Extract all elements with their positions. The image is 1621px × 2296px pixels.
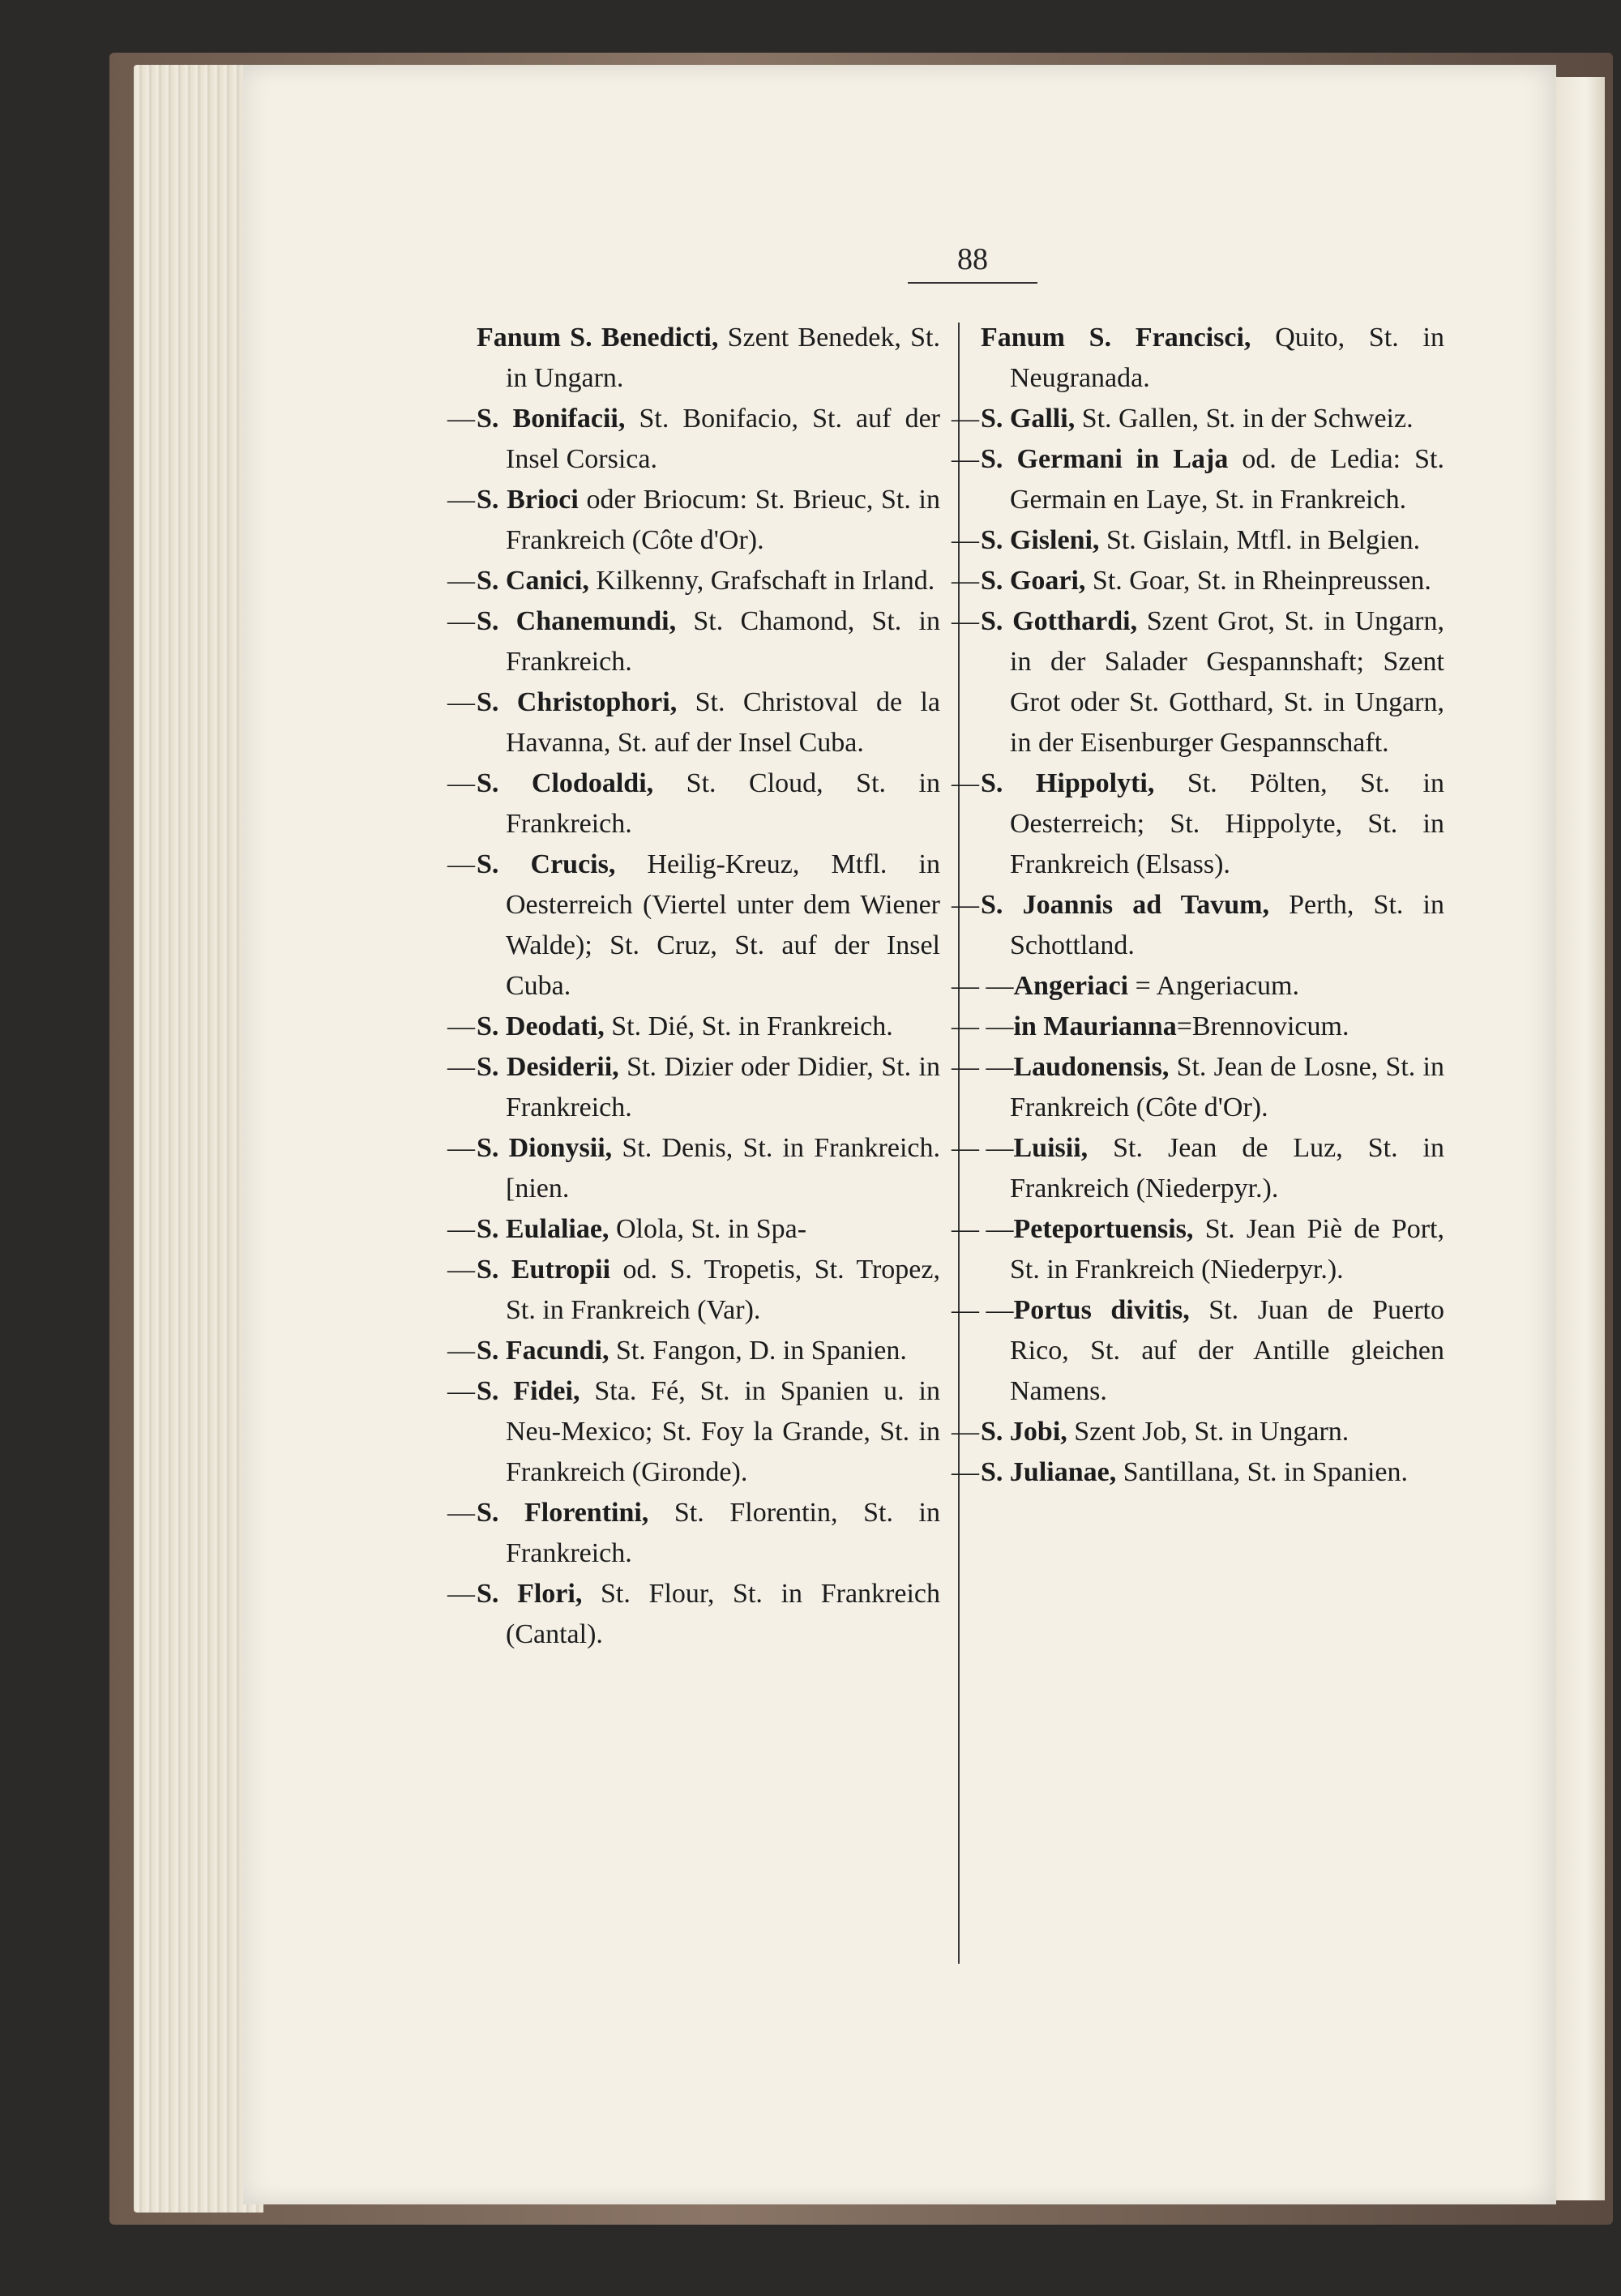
entry-description: Szent Benedek, St. in Ungarn. [506, 323, 940, 393]
index-entry [981, 520, 1444, 561]
entry-headword: Peteportuensis, [1013, 1214, 1194, 1244]
left-column [477, 318, 940, 1655]
entry-description: St. Jean de Losne, St. in Frankreich (Côte d'Or). [1010, 1052, 1444, 1122]
entry-headword: S. Fidei, [477, 1376, 580, 1406]
entry-description: Santillana, St. in Spanien. [1116, 1457, 1409, 1487]
index-entry [477, 682, 940, 763]
entry-description: St. Gallen, St. in der Schweiz. [1075, 404, 1414, 434]
entry-headword: S. Crucis, [477, 849, 616, 879]
index-entry [981, 1452, 1444, 1493]
entry-headword: S. Jobi, [981, 1417, 1067, 1447]
entry-headword: S. Florentini, [477, 1498, 649, 1528]
entry-headword: S. Canici, [477, 566, 589, 596]
entry-headword: Portus divitis, [1013, 1295, 1190, 1325]
index-entry [952, 1047, 1444, 1128]
index-entry [477, 480, 940, 561]
entry-headword: S. Flori, [477, 1579, 583, 1609]
index-entry [477, 1331, 940, 1371]
entry-headword: Laudonensis, [1013, 1052, 1170, 1082]
entry-description: St. Jean Piè de Port, St. in Frankreich (Niederpyr.). [1010, 1214, 1444, 1285]
entry-dash: — — [952, 1052, 1014, 1082]
entry-description: St. Gislain, Mtfl. in Belgien. [1099, 525, 1421, 555]
index-entry [981, 885, 1444, 966]
index-entry [477, 1574, 940, 1655]
entry-description: Perth, St. in Schottland. [1010, 890, 1444, 960]
index-entry [477, 1250, 940, 1331]
entry-description: St. Dizier oder Didier, St. in Frankreich. [506, 1052, 940, 1122]
index-entry [981, 318, 1444, 399]
page-number: 88 [908, 242, 1037, 284]
entry-dash: — — [952, 1011, 1014, 1041]
index-entry [981, 601, 1444, 763]
index-entry [477, 318, 940, 399]
index-entry [477, 1371, 940, 1493]
entry-headword: S. Chanemundi, [477, 606, 677, 636]
index-entry [981, 763, 1444, 885]
entry-description: St. Fangon, D. in Spanien. [609, 1336, 907, 1366]
index-entry [477, 1209, 940, 1250]
entry-headword: S. Bonifacii, [477, 404, 626, 434]
right-column [952, 318, 1445, 1493]
entry-headword: S. Julianae, [981, 1457, 1117, 1487]
entry-headword: S. Facundi, [477, 1336, 609, 1366]
entry-description: od. de Ledia: St. Germain en Laye, St. in Frankreich. [1010, 444, 1444, 515]
entry-description: Olola, St. in Spa- [609, 1214, 807, 1244]
entry-headword: S. Hippolyti, [981, 768, 1155, 798]
entry-headword: Fanum S. Francisci, [981, 323, 1251, 353]
entry-headword: Luisii, [1013, 1133, 1089, 1163]
entry-description: St. Jean de Luz, St. in Frankreich (Niederpyr.). [1010, 1133, 1444, 1204]
entry-description: od. S. Tropetis, St. Tropez, St. in Frankreich (Var). [506, 1255, 940, 1325]
index-entry [952, 1290, 1445, 1412]
index-entry [981, 399, 1444, 439]
index-entry [477, 561, 940, 601]
index-entry [477, 1128, 940, 1209]
index-entry [477, 601, 940, 682]
entry-description: =Brennovicum. [1176, 1011, 1349, 1041]
index-entry [981, 439, 1444, 520]
index-entry [477, 399, 940, 480]
index-entry [952, 1007, 1444, 1047]
index-entry [477, 1493, 940, 1574]
entry-description: St. Chamond, St. in Frankreich. [506, 606, 940, 677]
index-entry [981, 561, 1444, 601]
index-entry [477, 1007, 940, 1047]
entry-headword: S. Gisleni, [981, 525, 1100, 555]
entry-description: St. Pölten, St. in Oesterreich; St. Hippolyte, St. in Frankreich (Elsass). [1010, 768, 1444, 879]
entry-dash: — — [952, 1133, 1014, 1163]
entry-description: = Angeriacum. [1128, 971, 1299, 1001]
entry-headword: S. Eulaliae, [477, 1214, 609, 1244]
index-entry [981, 1412, 1444, 1452]
entry-description: St. Florentin, St. in Frankreich. [506, 1498, 940, 1568]
entry-headword: in Maurianna [1013, 1011, 1177, 1041]
entry-headword: S. Gotthardi, [981, 606, 1138, 636]
index-entry [477, 763, 940, 844]
entry-description: Kilkenny, Grafschaft in Irland. [588, 566, 935, 596]
entry-description: St. Christoval de la Havanna, St. auf der Insel Cuba. [506, 687, 940, 758]
entry-dash: — — [952, 971, 1014, 1001]
entry-description: Szent Grot, St. in Ungarn, in der Salader Gespannshaft; Szent Grot oder St. Gotthard, St. in Ungarn, in der Eisenburger Gespannschaft. [1010, 606, 1444, 758]
entry-description: St. Bonifacio, St. auf der Insel Corsica. [506, 404, 940, 474]
entry-description: St. Flour, St. in Frankreich (Cantal). [506, 1579, 940, 1649]
facing-page-strip [1556, 77, 1605, 2200]
entry-headword: S. Brioci [477, 485, 579, 515]
entry-headword: S. Galli, [981, 404, 1076, 434]
index-entry [952, 1209, 1444, 1290]
entry-headword: S. Joannis ad Tavum, [981, 890, 1269, 920]
entry-headword: S. Eutropii [477, 1255, 611, 1285]
index-entry [952, 966, 1444, 1007]
entry-description: Heilig-Kreuz, Mtfl. in Oesterreich (Viertel unter dem Wiener Walde); St. Cruz, St. auf der Insel Cuba. [506, 849, 940, 1001]
entry-headword: Angeriaci [1013, 971, 1129, 1001]
entry-headword: S. Dionysii, [477, 1133, 613, 1163]
entry-description: St. Dié, St. in Frankreich. [604, 1011, 893, 1041]
entry-headword: S. Germani in Laja [981, 444, 1229, 474]
entry-description: Szent Job, St. in Ungarn. [1067, 1417, 1349, 1447]
entry-headword: Fanum S. Benedicti, [477, 323, 719, 353]
entry-dash: — — [952, 1214, 1014, 1244]
entry-headword: S. Clodoaldi, [477, 768, 654, 798]
entry-headword: S. Deodati, [477, 1011, 605, 1041]
index-entry [477, 1047, 940, 1128]
index-entry [477, 844, 940, 1007]
entry-headword: S. Desiderii, [477, 1052, 619, 1082]
index-entry [952, 1128, 1444, 1209]
entry-description: St. Goar, St. in Rheinpreussen. [1085, 566, 1431, 596]
entry-description: St. Denis, St. in Frankreich. [nien. [506, 1133, 940, 1204]
entry-headword: S. Christophori, [477, 687, 678, 717]
entry-description: oder Briocum: St. Brieuc, St. in Frankreich (Côte d'Or). [506, 485, 940, 555]
entry-headword: S. Goari, [981, 566, 1086, 596]
entry-description: St. Cloud, St. in Frankreich. [506, 768, 940, 839]
entry-description: Quito, St. in Neugranada. [1010, 323, 1444, 393]
entry-dash: — — [952, 1295, 1014, 1325]
entry-description: Sta. Fé, St. in Spanien u. in Neu-Mexico; St. Foy la Grande, St. in Frankreich (Gironde). [506, 1376, 940, 1487]
entry-description: St. Juan de Puerto Rico, St. auf der Antille gleichen Namens. [1010, 1295, 1445, 1406]
